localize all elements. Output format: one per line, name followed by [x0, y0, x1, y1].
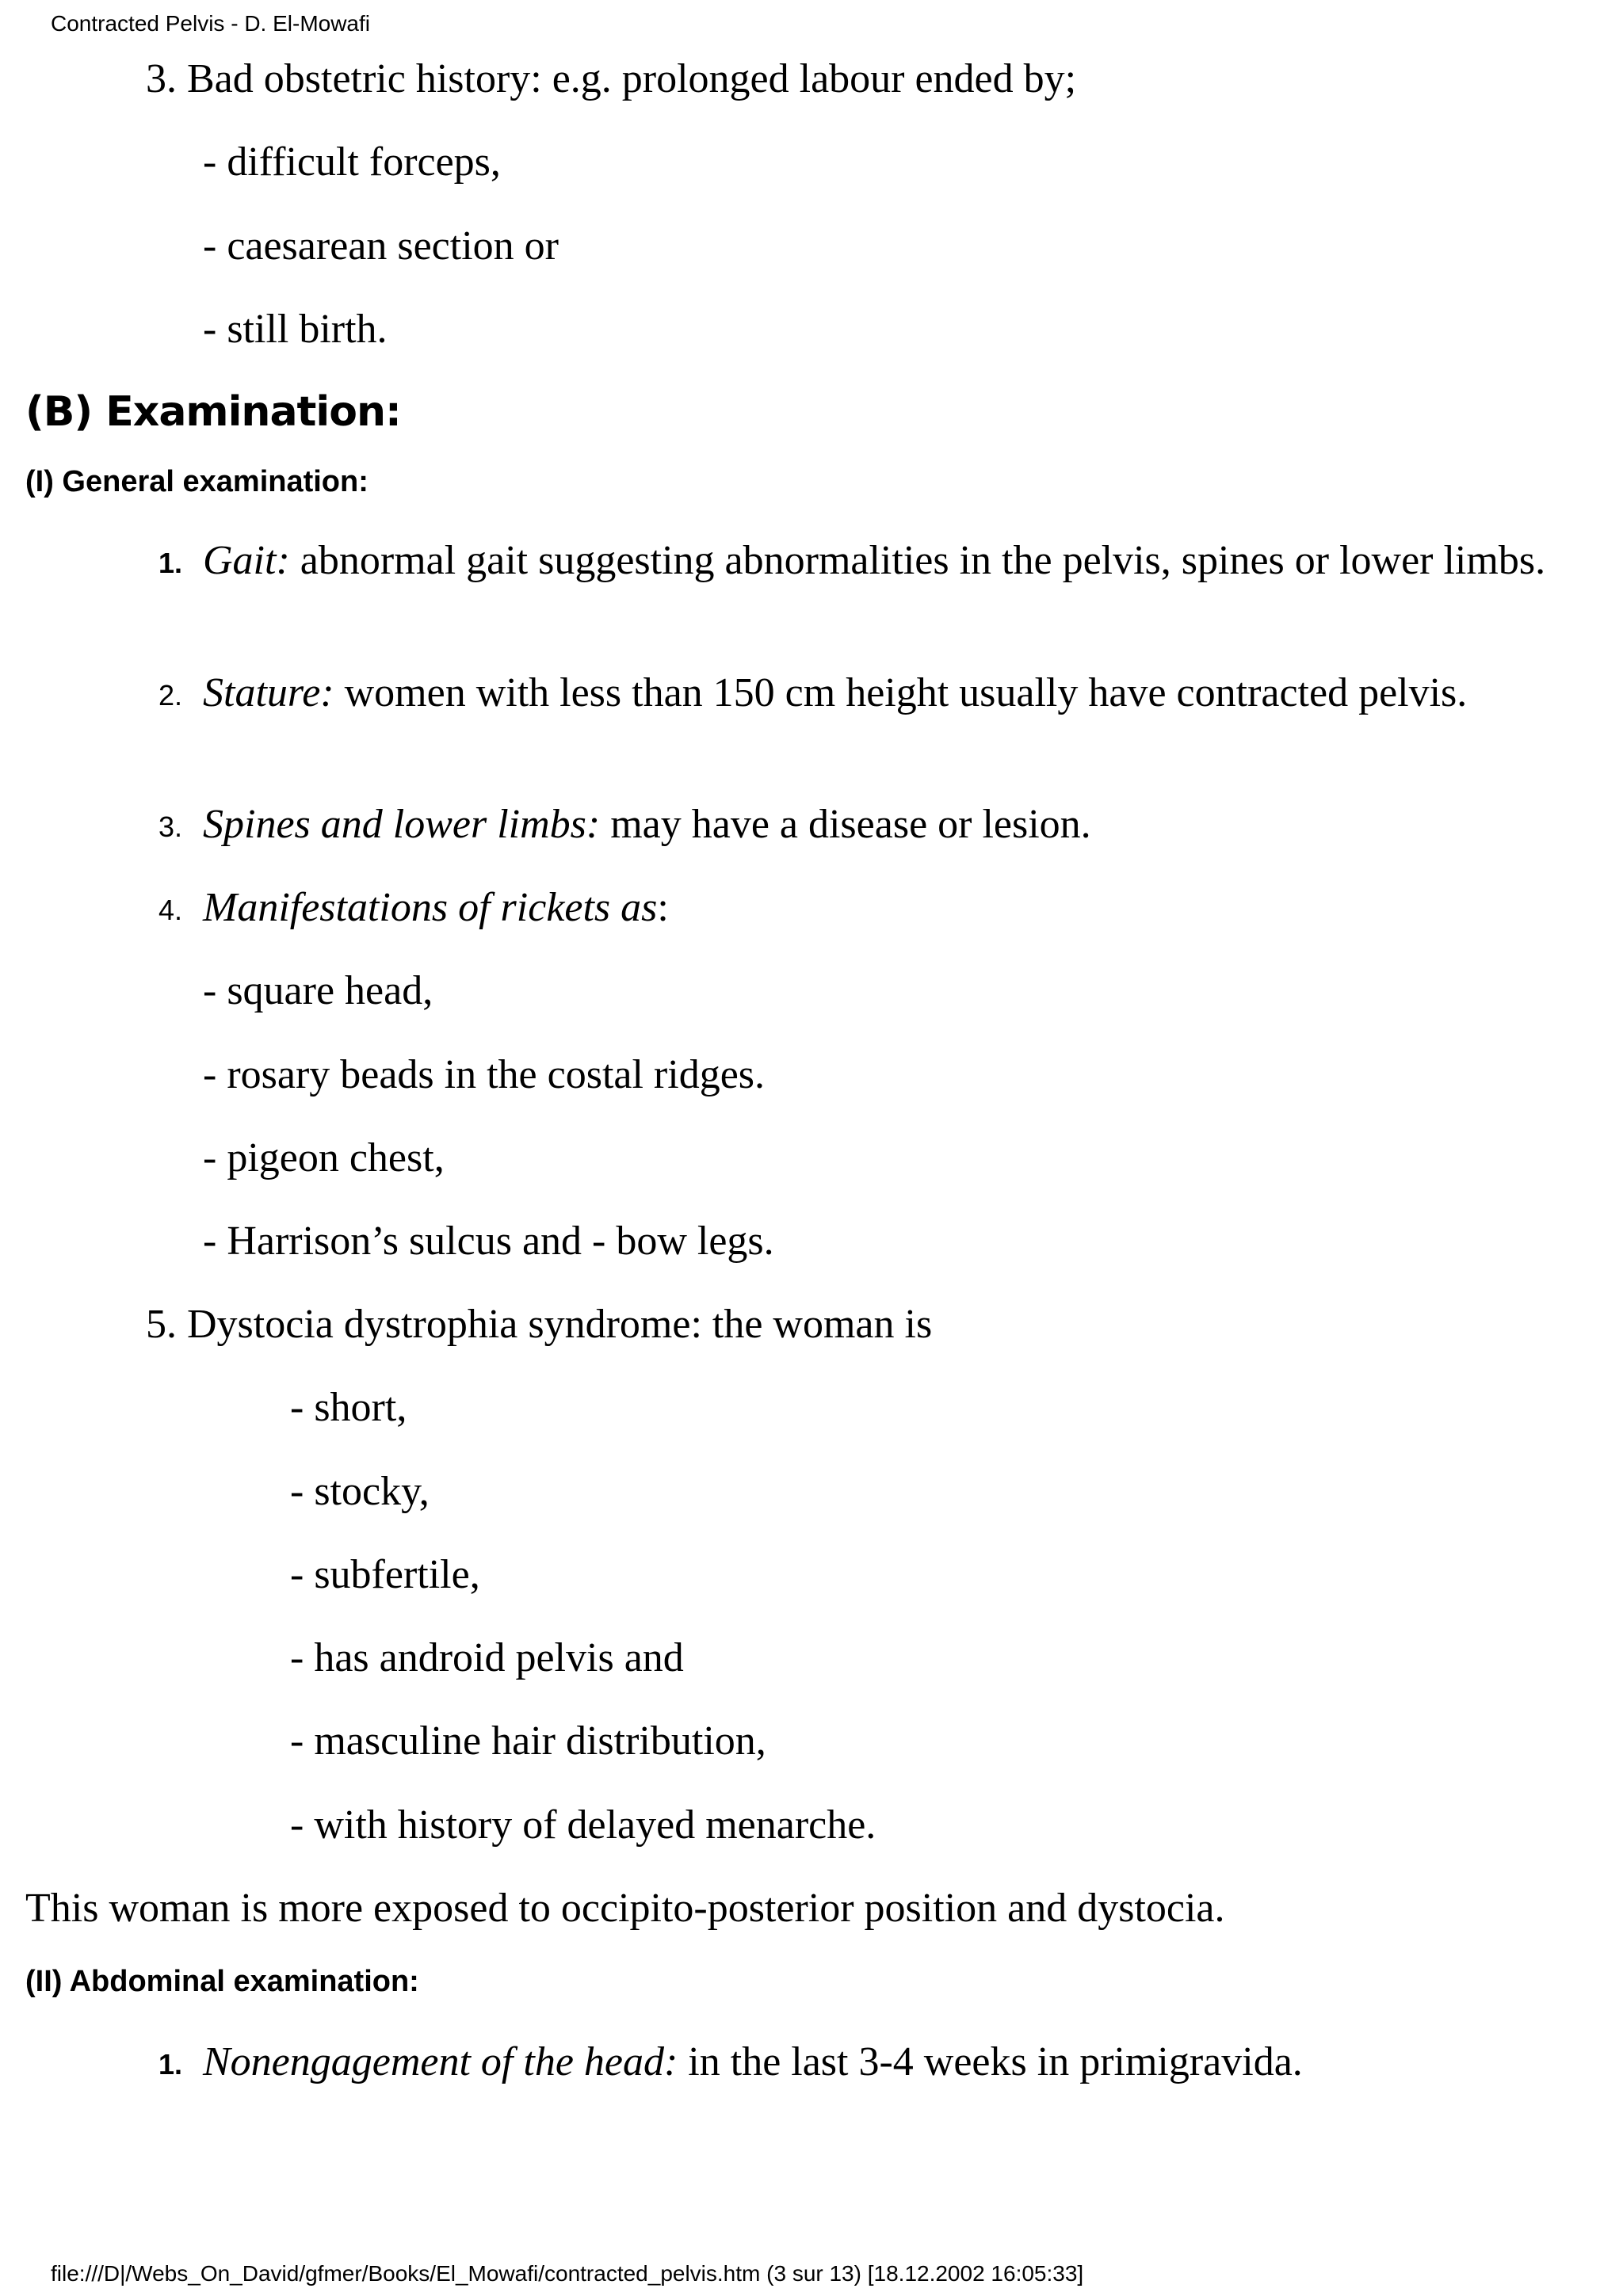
list-item-text: women with less than 150 cm height usually have contracted pelvis.: [334, 670, 1468, 715]
rickets-sub-item: - rosary beads in the costal ridges.: [203, 1052, 766, 1097]
list-item-term: Nonengagement of the head:: [203, 2039, 678, 2084]
list-item-text: in the last 3-4 weeks in primigravida.: [678, 2039, 1303, 2084]
list-item-gait: [203, 537, 1566, 585]
dystocia-sub-item: - masculine hair distribution,: [290, 1718, 766, 1764]
list-item-term: Gait:: [203, 538, 290, 583]
list-number: 4.: [158, 894, 183, 926]
subsection-heading-general: (I) General examination:: [25, 465, 369, 498]
subsection-heading-abdominal: (II) Abdominal examination:: [25, 1965, 419, 1998]
dystocia-sub-item: - has android pelvis and: [290, 1635, 684, 1680]
history-sub-item: - caesarean section or: [203, 223, 559, 269]
history-sub-item: - still birth.: [203, 307, 388, 352]
section-heading-examination: (B) Examination:: [25, 388, 401, 436]
list-item-text: :: [657, 885, 669, 930]
list-item-dystocia: 5. Dystocia dystrophia syndrome: the woman is: [146, 1302, 933, 1347]
rickets-sub-item: - pigeon chest,: [203, 1135, 445, 1180]
history-sub-item: - difficult forceps,: [203, 139, 501, 185]
page-footer-path: file:///D|/Webs_On_David/gfmer/Books/El_Mowafi/contracted_pelvis.htm (3 sur 13) [18.12.2002 16:05:33]: [51, 2261, 1084, 2286]
dystocia-sub-item: - short,: [290, 1385, 407, 1430]
list-item-rickets: [203, 884, 669, 932]
rickets-sub-item: - Harrison’s sulcus and - bow legs.: [203, 1219, 774, 1264]
list-item-text: may have a disease or lesion.: [600, 802, 1091, 847]
history-item-3: 3. Bad obstetric history: e.g. prolonged labour ended by;: [146, 56, 1077, 101]
list-number: 1.: [158, 2048, 183, 2081]
list-item-term: Spines and lower limbs:: [203, 802, 601, 847]
rickets-sub-item: - square head,: [203, 968, 433, 1013]
dystocia-sub-item: - stocky,: [290, 1469, 430, 1514]
list-item-term: Manifestations of rickets as: [203, 885, 658, 930]
conclusion-paragraph: This woman is more exposed to occipito-posterior position and dystocia.: [25, 1886, 1225, 1931]
list-item-spines: [203, 801, 1091, 849]
list-item-term: Stature:: [203, 670, 334, 715]
list-number: 2.: [158, 679, 183, 711]
page-header-title: Contracted Pelvis - D. El-Mowafi: [51, 11, 371, 36]
list-number: 1.: [158, 547, 183, 579]
list-item-nonengagement: [203, 2039, 1303, 2086]
list-number: 3.: [158, 810, 183, 843]
list-item-stature: [203, 669, 1503, 717]
dystocia-sub-item: - with history of delayed menarche.: [290, 1802, 876, 1848]
dystocia-sub-item: - subfertile,: [290, 1552, 480, 1597]
list-item-text: abnormal gait suggesting abnormalities in the pelvis, spines or lower limbs.: [289, 538, 1546, 583]
